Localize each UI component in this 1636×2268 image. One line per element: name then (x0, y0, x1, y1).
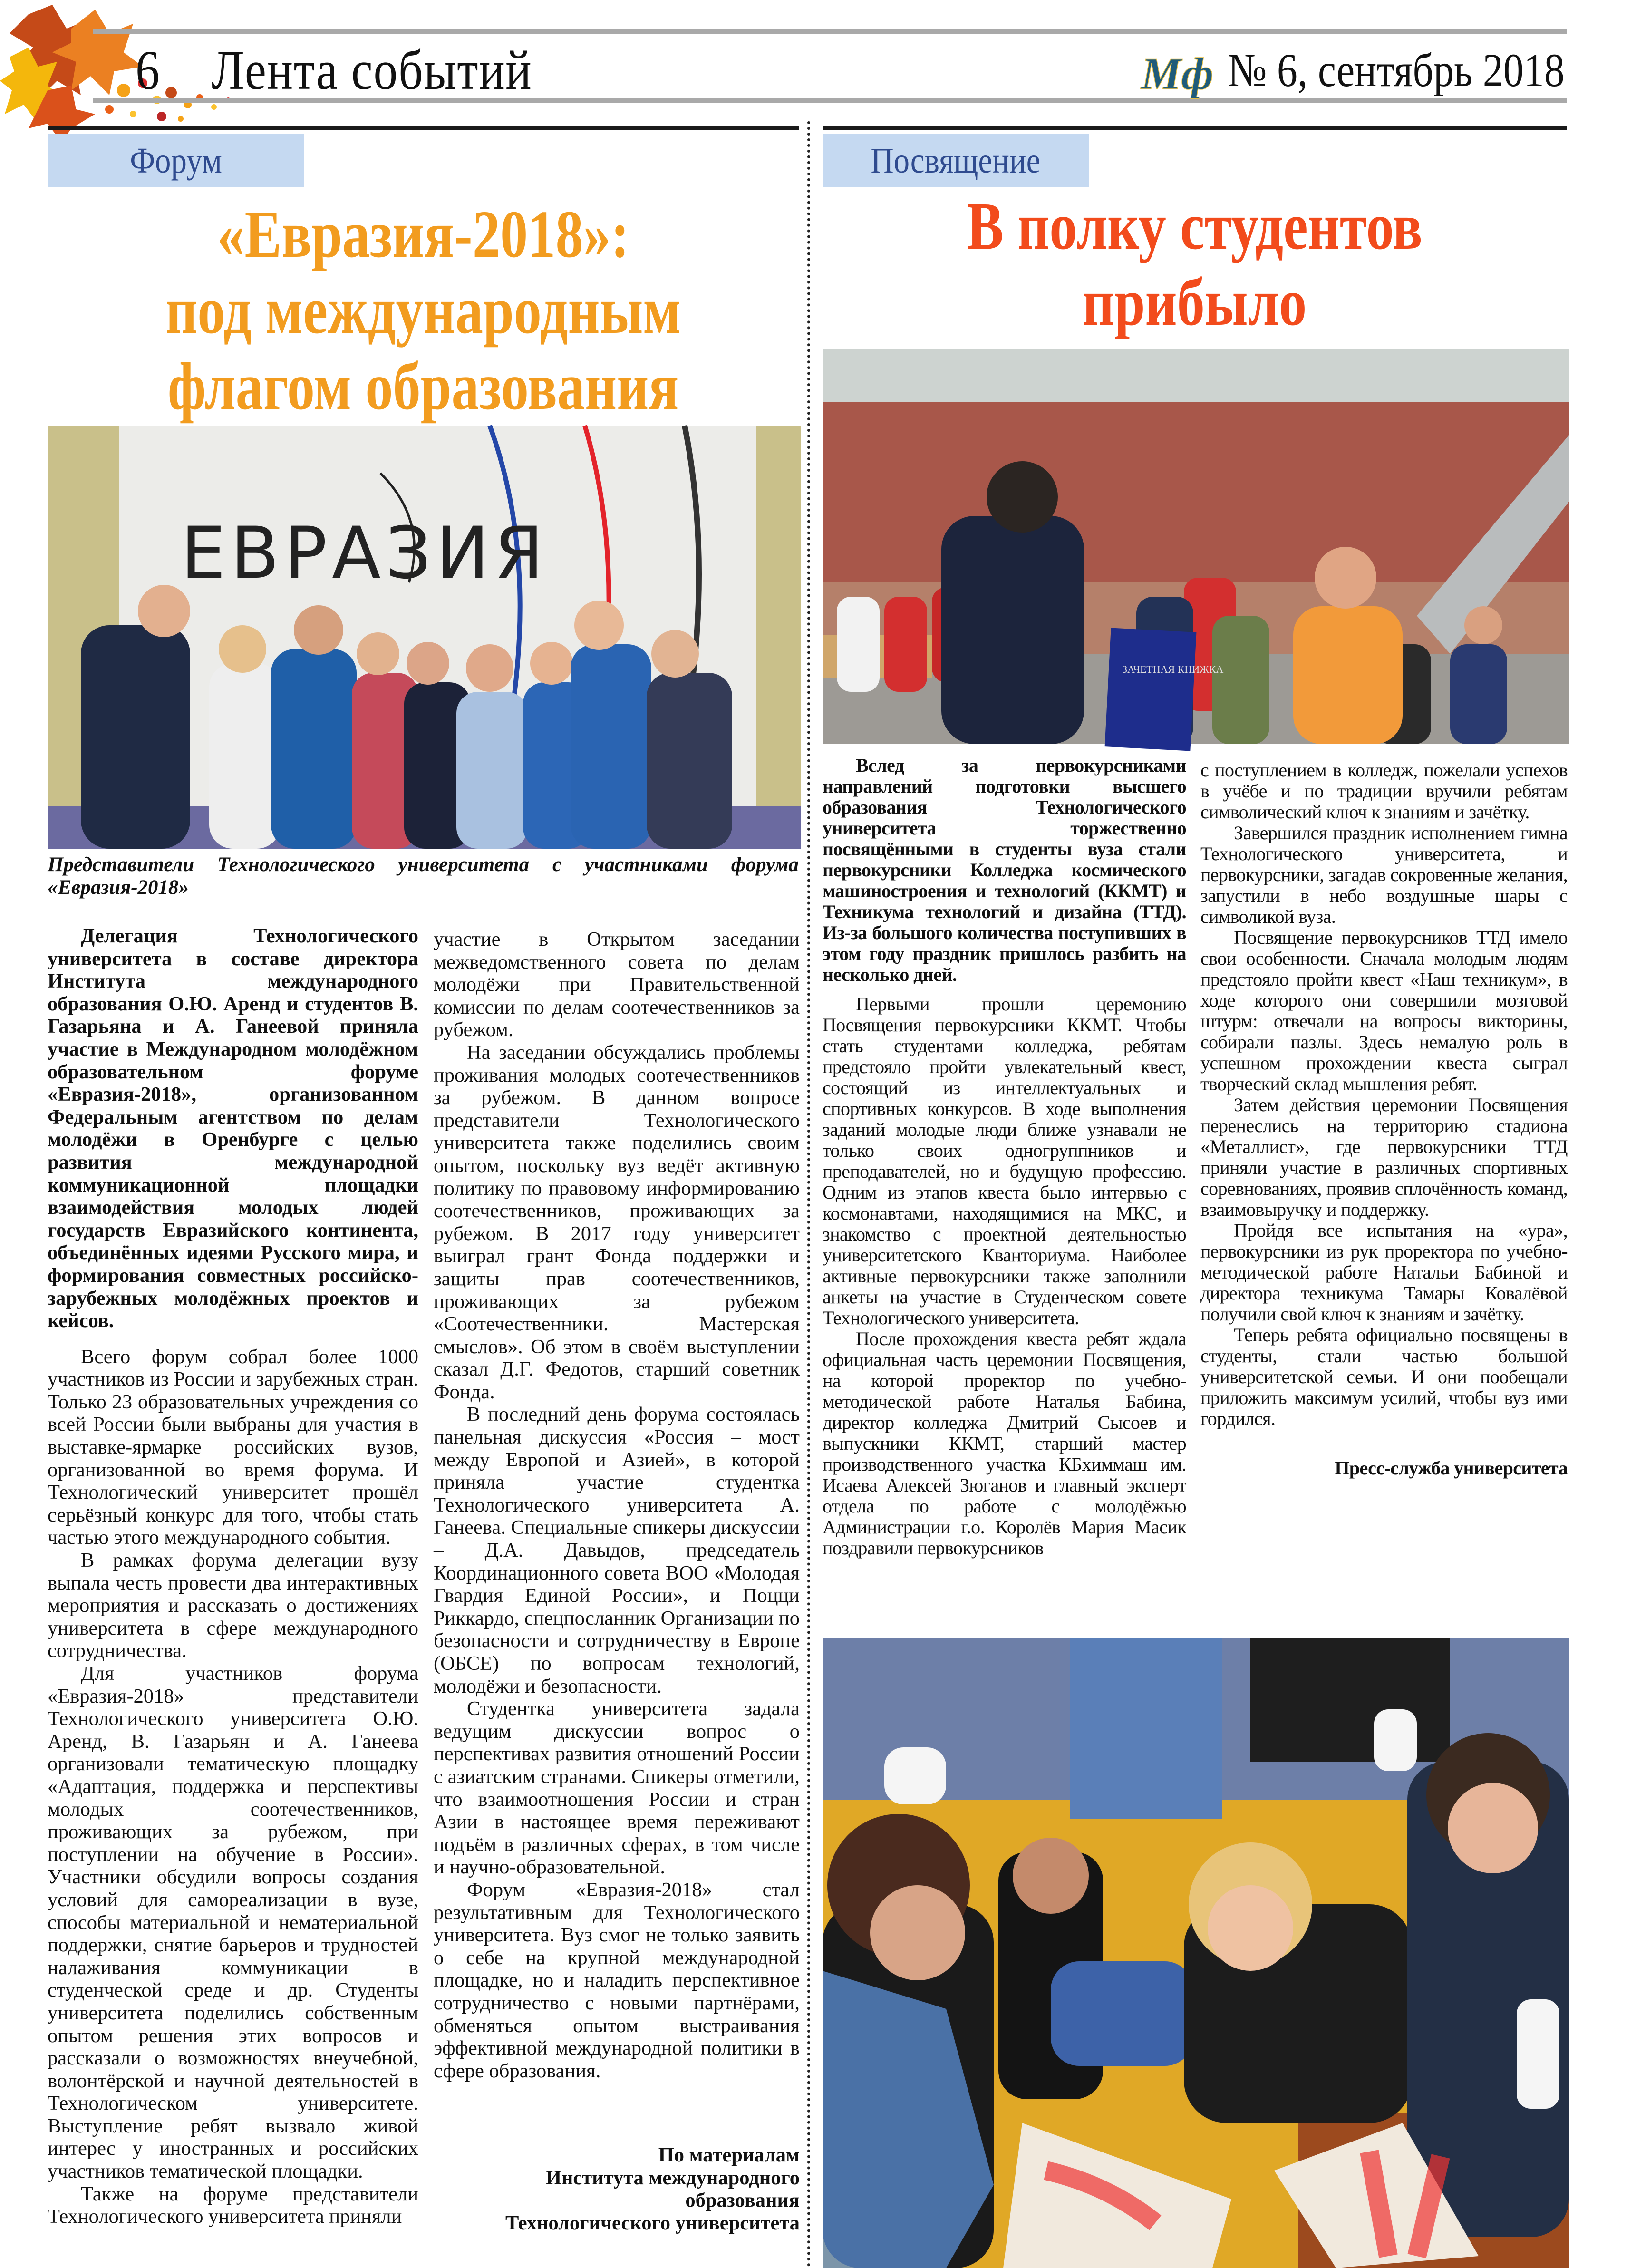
article-paragraph: После прохождения квеста ребят ждала официальная часть церемонии Посвящения, на которой проректор по учебно-методической работе Наталья Бабина, директор колледжа Дмитрий Сысоев и выпускники ККМТ, старший мастер производственного участка КБхиммаш им. Исаева Алексей Зюганов и главный эксперт отдела по работе с молодёжью Администрации г.о. Королёв Мария Масик поздравили первокурсников (823, 1328, 1186, 1559)
left-article-byline (434, 2144, 800, 2234)
left-headline (48, 196, 799, 424)
right-article-byline: Пресс-служба университета (1335, 1457, 1568, 1479)
quest-activity-photo (823, 1638, 1569, 2268)
article-paragraph: Завершился праздник исполнением гимна Технологического университета, и первокурсники, загадав сокровенные желания, запустили в небо воздушные шары с символикой вуза. (1200, 822, 1568, 927)
article-paragraph: Первыми прошли церемонию Посвящения первокурсники ККМТ. Чтобы стать студентами колледжа, ребятам предстояло пройти увлекательный квест, состоящий из интеллектуальных и спортивных конкурсов. В ходе выполнения заданий молодые люди ближе узнавали не только своих одногруппников и преподавателей, но и будущую профессию. Одним из этапов квеста было интервью с космонавтами, находящимися на МКС, и знакомство с проектной деятельностью университетского Кванториума. Наиболее активные первокурсники также заполнили анкеты на участие в Студенческом совете Технологического университета. (823, 993, 1186, 1328)
initiation-ceremony-photo (823, 349, 1569, 744)
right-article-column-2 (1200, 760, 1568, 1479)
right-column-rule (823, 126, 1567, 130)
article-paragraph: В рамках форума делегации вузу выпала честь провести два интерактивных мероприятия и рассказать о достижениях университета в сфере международного сотрудничества. (48, 1549, 418, 1662)
left-article-column-2 (434, 928, 800, 2235)
article-paragraph: участие в Открытом заседании межведомственного совета по делам молодёжи при Правительственной комиссии по делам соотечественников за рубежом. (434, 928, 800, 1041)
photo-book-text: ЗАЧЕТНАЯ КНИЖКА (1122, 663, 1224, 675)
right-headline (823, 188, 1567, 340)
right-article-lead: Вслед за первокурсниками направлений подготовки высшего образования Технологического университета торжественно посвящёнными в студенты вуза стали первокурсники Колледжа космического машиностроения и технологий (ККМТ) и Техникума технологий и дизайна (ТТД). Из-за большого количества поступивших в этом году праздник пришлось разбить на несколько дней. (823, 755, 1186, 985)
logo-text: Мф (1141, 48, 1214, 99)
rubric-initiation: Посвящение (823, 134, 1089, 187)
article-paragraph: В последний день форума состоялась панельная дискуссия «Россия – мост между Европой и Азией», в которой приняла участие студентка Технологического университета А. Ганеева. Специальные спикеры дискуссии – Д.А. Давыдов, председатель Координационного совета ВОО «Молодая Гвардия Единой России», и Поцци Риккардо, спецпосланник Организации по безопасности и сотрудничеству в Европе (ОБСЕ) по вопросам технологий, молодёжи и безопасности. (434, 1403, 800, 1697)
byline-line: Технологического университета (505, 2212, 800, 2235)
right-headline-line: прибыло (1082, 264, 1307, 339)
left-column-rule (48, 126, 799, 130)
section-title: Лента событий (212, 39, 532, 101)
forum-photo-caption: Представители Технологического университета с участниками форума «Евразия-2018» (48, 853, 799, 899)
article-paragraph: Также на форуме представители Технологического университета приняли (48, 2182, 418, 2228)
left-article-column-1 (48, 925, 418, 2228)
right-headline-line: В полку студентов (967, 188, 1423, 263)
article-paragraph: Для участников форума «Евразия-2018» представители Технологического университета О.Ю. Аренд, В. Газарьян и А. Ганеева организовали тематическую площадку «Адаптация, поддержка и перспективы молодых соотечественников, проживающих за рубежом, при поступлении на обучение в России». Участники обсудили вопросы создания условий для самореализации в вузе, способы материальной и нематериальной поддержки, снятие барьеров и трудностей налаживания коммуникации в студенческой среде и др. Студенты университета поделились собственным опытом решения этих вопросов и рассказали о возможностях внеучебной, волонтёрской и научной деятельностей в Технологическом университете. Выступление ребят вызвало живой интерес у иностранных и российских участников тематической площадки. (48, 1662, 418, 2183)
left-headline-line: «Евразия-2018»: (217, 196, 629, 271)
article-paragraph: с поступлением в колледж, пожелали успехов в учёбе и по традиции вручили ребятам символический ключ к знаниям и зачётку. (1200, 759, 1568, 823)
rubric-forum: Форум (48, 134, 304, 187)
byline-line: Института международного образования (545, 2166, 800, 2212)
page-number: 6 (136, 39, 160, 101)
right-article-column-1 (823, 755, 1186, 1559)
article-paragraph: Студентка университета задала ведущим дискуссии вопрос о перспективах развития отношений России с азиатским странами. Спикеры отметили, что взаимоотношения России и стран Азии в настоящее время переживают подъём в различных сферах, в том числе и научно-образовательной. (434, 1697, 800, 1879)
article-paragraph: На заседании обсуждались проблемы проживания молодых соотечественников за рубежом. В данном вопросе представители Технологического университета также поделились своим опытом, поскольку вуз ведёт активную политику по правовому информированию соотечественников, проживающих за рубежом. В 2017 году университет выиграл грант Фонда поддержки и защиты прав соотечественников, проживающих за рубежом «Соотечественники. Мастерская смыслов». Об этом в своём выступлении сказал Д.Г. Федотов, старший советник Фонда. (434, 1041, 800, 1403)
article-paragraph: Затем действия церемонии Посвящения перенеслись на территорию стадиона «Металлист», где первокурсники ТТД приняли участие в различных спортивных соревнованиях, проявив сплочённость команд, взаимовыручку и поддержку. (1200, 1094, 1568, 1220)
left-headline-line: под международным (165, 272, 681, 348)
article-paragraph: Пройдя все испытания на «ура», первокурсники из рук проректора по учебно-методической работе Натальи Бабиной и директора техникума Тамары Ковалёвой получили свой ключ к знаниям и зачётку. (1200, 1220, 1568, 1325)
article-paragraph: Теперь ребята официально посвящены в студенты, стали частью большой университетской семьи. И они пообещали приложить максимум усилий, чтобы вуз ими гордился. (1200, 1324, 1568, 1429)
article-paragraph: Посвящение первокурсников ТТД имело свои особенности. Сначала молодым людям предстояло пройти квест «Наш техникум», в ходе которого они совершили мозговой штурм: отвечали на вопросы викторины, собирали пазлы. Здесь немалую роль в успешном прохождении квеста сыграл творческий склад мышления ребят. (1200, 927, 1568, 1095)
newspaper-logo (1139, 34, 1214, 110)
left-article-lead: Делегация Технологического университета в составе директора Института международного образования О.Ю. Аренд и студентов В. Газарьяна и А. Ганеевой приняла участие в Международном молодёжном образовательном форуме «Евразия-2018», организованном Федеральным агентством по делам молодёжи в Оренбурге с целью развития международной коммуникационной площадки взаимодействия молодых людей государств Евразийского континента, объединённых идеями Русского мира, и формирования совместных российско-зарубежных молодёжных проектов и кейсов. (48, 925, 418, 1332)
photo-backdrop-text: ЕВРАЗИЯ (181, 512, 549, 595)
column-divider (807, 121, 810, 2268)
article-paragraph: Всего форум собрал более 1000 участников из России и зарубежных стран. Только 23 образовательных учреждения со всей России были выбраны для участия в выставке-ярмарке российских вузов, организованной во время форума. И Технологический университет прошёл серьёзный конкурс для того, чтобы стать частью этого международного события. (48, 1345, 418, 1549)
issue-number: № 6, сентябрь 2018 (1228, 44, 1565, 97)
left-headline-line: флагом образования (167, 349, 679, 424)
article-paragraph: Форум «Евразия-2018» стал результативным для Технологического университета. Вуз смог не только заявить о себе на крупной международной площадке, но и наладить перспективное сотрудничество с новыми партнёрами, обменяться опытом выстраивания эффективной международной политики в сфере образования. (434, 1878, 800, 2082)
byline-line: По материалам (658, 2144, 800, 2167)
forum-group-photo (48, 426, 801, 849)
